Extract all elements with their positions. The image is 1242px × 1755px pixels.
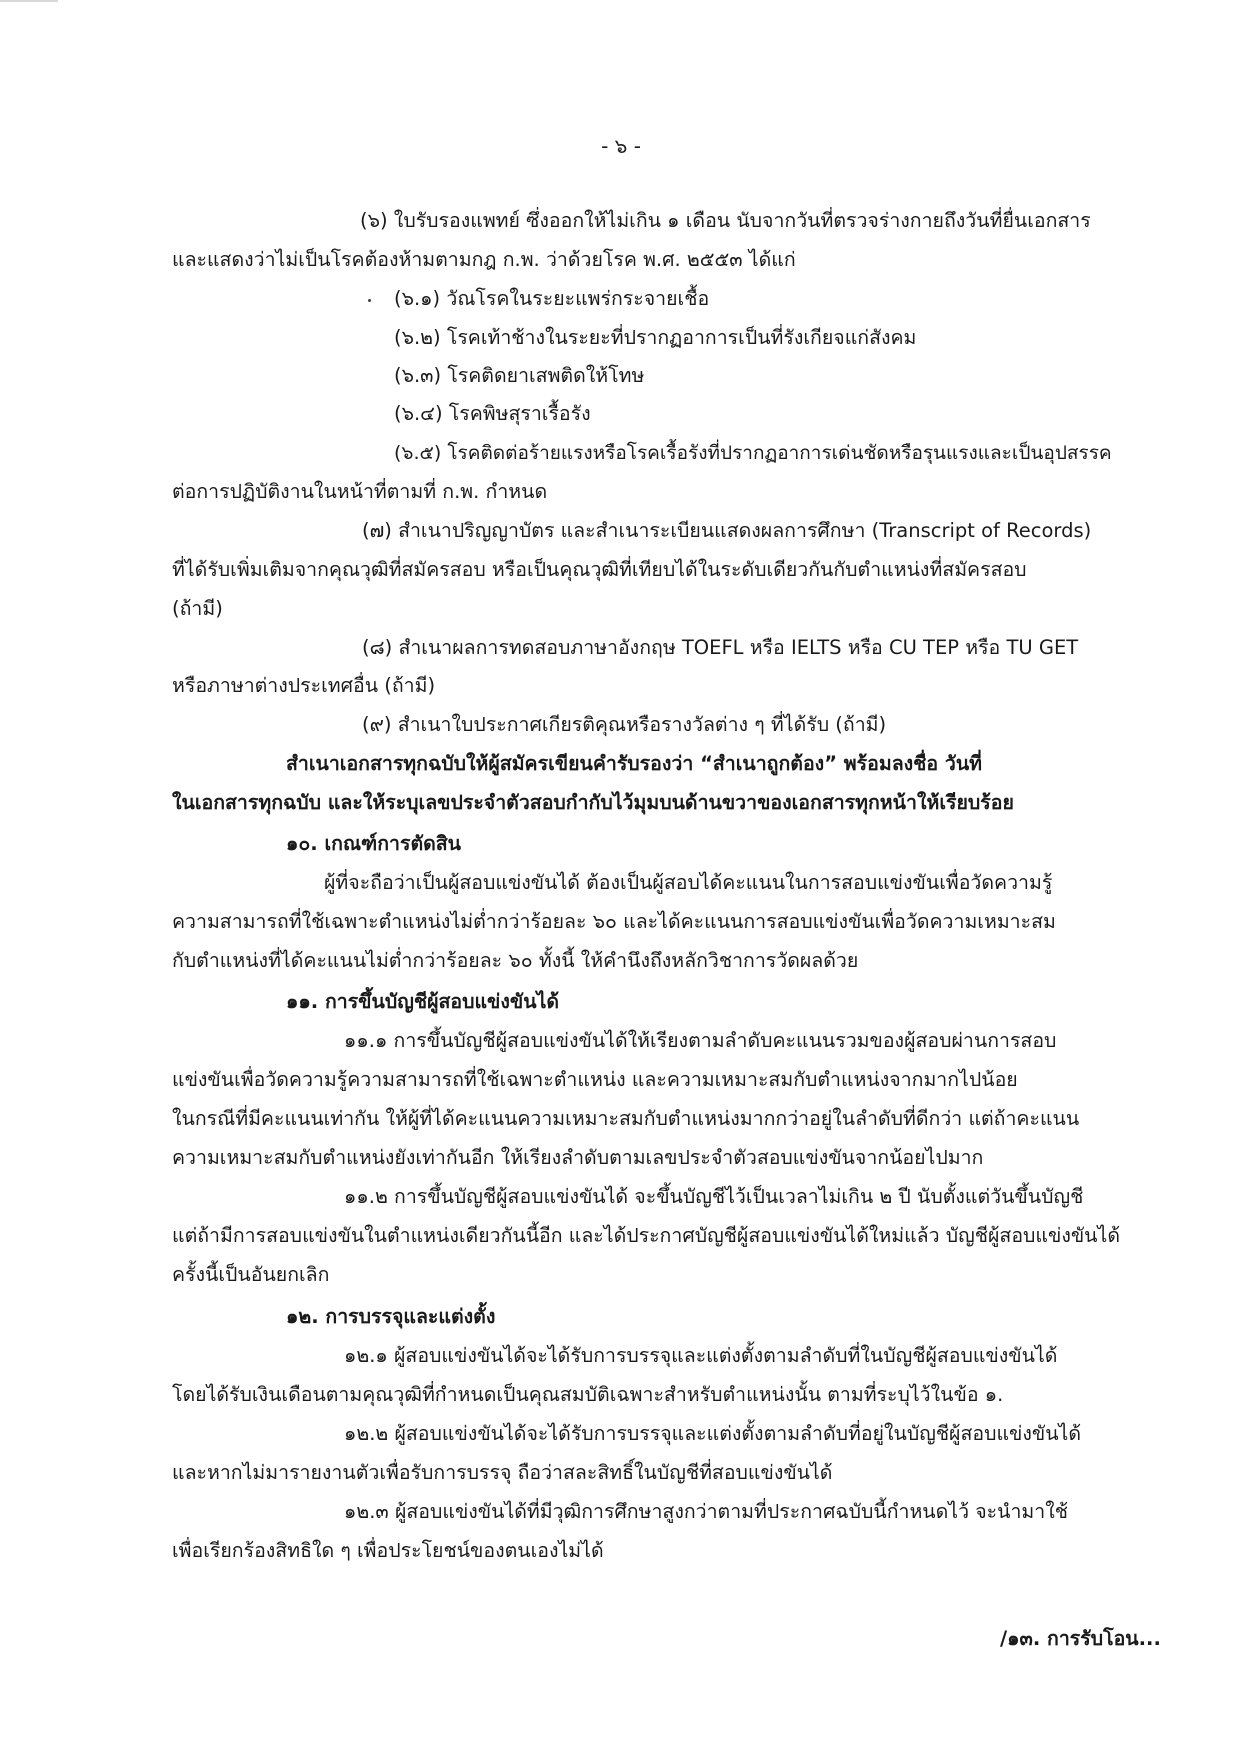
section-12-1-line-2: โดยได้รับเงินเดือนตามคุณวุฒิที่กำหนดเป็นคุณสมบัติเฉพาะสำหรับตำแหน่งนั้น ตามที่ระบุไว้ในข้อ ๑. [172, 1383, 1004, 1406]
section-11-1-line-3: ในกรณีที่มีคะแนนเท่ากัน ให้ผู้ที่ได้คะแนนความเหมาะสมกับตำแหน่งมากกว่าอยู่ในลำดับที่ดีกว่า แต่ถ้าคะแนน [172, 1107, 1080, 1130]
item-6-1: (๖.๑) วัณโรคในระยะแพร่กระจายเชื้อ [394, 287, 710, 310]
item-6-4: (๖.๔) โรคพิษสุราเรื้อรัง [394, 402, 591, 425]
item-6-2: (๖.๒) โรคเท้าช้างในระยะที่ปรากฏอาการเป็นที่รังเกียจแก่สังคม [394, 326, 917, 349]
section-11-2-line-1: ๑๑.๒ การขึ้นบัญชีผู้สอบแข่งขันได้ จะขึ้นบัญชีไว้เป็นเวลาไม่เกิน ๒ ปี นับตั้งแต่วันขึ้นบัญชี [344, 1185, 1084, 1208]
section-10-line-1: ผู้ที่จะถือว่าเป็นผู้สอบแข่งขันได้ ต้องเป็นผู้สอบได้คะแนนในการสอบแข่งขันเพื่อวัดความรู้ [324, 871, 1053, 894]
item-7-line-1: (๗) สำเนาปริญญาบัตร และสำเนาระเบียนแสดงผลการศึกษา (Transcript of Records) [362, 519, 1092, 542]
section-12-2-line-2: และหากไม่มารายงานตัวเพื่อรับการบรรจุ ถือว่าสละสิทธิ์ในบัญชีที่สอบแข่งขันได้ [172, 1461, 833, 1484]
certification-note-line-2: ในเอกสารทุกฉบับ และให้ระบุเลขประจำตัวสอบกำกับไว้มุมบนด้านขวาของเอกสารทุกหน้าให้เรียบร้อย [172, 791, 1014, 814]
section-12-heading: ๑๒. การบรรจุและแต่งตั้ง [286, 1305, 496, 1328]
page-number: - ๖ - [601, 134, 641, 158]
item-6-3: (๖.๓) โรคติดยาเสพติดให้โทษ [394, 364, 645, 387]
section-11-2-line-3: ครั้งนี้เป็นอันยกเลิก [172, 1263, 330, 1286]
item-6-line-2: และแสดงว่าไม่เป็นโรคต้องห้ามตามกฎ ก.พ. ว่าด้วยโรค พ.ศ. ๒๕๕๓ ได้แก่ [172, 248, 796, 271]
item-8-line-1: (๘) สำเนาผลการทดสอบภาษาอังกฤษ TOEFL หรือ IELTS หรือ CU TEP หรือ TU GET [362, 636, 1079, 659]
item-8-line-2: หรือภาษาต่างประเทศอื่น (ถ้ามี) [172, 674, 436, 697]
item-6-line-1: (๖) ใบรับรองแพทย์ ซึ่งออกให้ไม่เกิน ๑ เดือน นับจากวันที่ตรวจร่างกายถึงวันที่ยื่นเอกสาร [360, 209, 1091, 232]
item-9: (๙) สำเนาใบประกาศเกียรติคุณหรือรางวัลต่าง ๆ ที่ได้รับ (ถ้ามี) [362, 713, 887, 736]
section-11-1-line-4: ความเหมาะสมกับตำแหน่งยังเท่ากันอีก ให้เรียงลำดับตามเลขประจำตัวสอบแข่งขันจากน้อยไปมาก [172, 1146, 984, 1169]
section-12-2-line-1: ๑๒.๒ ผู้สอบแข่งขันได้จะได้รับการบรรจุและแต่งตั้งตามลำดับที่อยู่ในบัญชีผู้สอบแข่งขันได้ [344, 1422, 1082, 1445]
section-11-heading: ๑๑. การขึ้นบัญชีผู้สอบแข่งขันได้ [286, 990, 560, 1013]
stray-dot [368, 299, 371, 302]
section-12-1-line-1: ๑๒.๑ ผู้สอบแข่งขันได้จะได้รับการบรรจุและแต่งตั้งตามลำดับที่ในบัญชีผู้สอบแข่งขันได้ [344, 1344, 1058, 1367]
section-10-heading: ๑๐. เกณฑ์การตัดสิน [286, 832, 462, 855]
section-11-1-line-1: ๑๑.๑ การขึ้นบัญชีผู้สอบแข่งขันได้ให้เรียงตามลำดับคะแนนรวมของผู้สอบผ่านการสอบ [344, 1029, 1057, 1052]
scan-edge-mark [0, 0, 58, 2]
section-11-1-line-2: แข่งขันเพื่อวัดความรู้ความสามารถที่ใช้เฉพาะตำแหน่ง และความเหมาะสมกับตำแหน่งจากมากไปน้อย [172, 1068, 1018, 1091]
certification-note-line-1: สำเนาเอกสารทุกฉบับให้ผู้สมัครเขียนคำรับรองว่า “สำเนาถูกต้อง” พร้อมลงชื่อ วันที่ [286, 752, 983, 775]
section-12-3-line-1: ๑๒.๓ ผู้สอบแข่งขันได้ที่มีวุฒิการศึกษาสูงกว่าตามที่ประกาศฉบับนี้กำหนดไว้ จะนำมาใช้ [344, 1500, 1068, 1523]
continuation-footer: /๑๓. การรับโอน... [1000, 1627, 1161, 1650]
item-7-line-2: ที่ได้รับเพิ่มเติมจากคุณวุฒิที่สมัครสอบ หรือเป็นคุณวุฒิที่เทียบได้ในระดับเดียวกันกับตำแหน่งที่สมัครสอบ [172, 558, 1027, 581]
item-7-line-3: (ถ้ามี) [172, 597, 223, 620]
section-12-3-line-2: เพื่อเรียกร้องสิทธิใด ๆ เพื่อประโยชน์ของตนเองไม่ได้ [172, 1539, 604, 1562]
section-10-line-2: ความสามารถที่ใช้เฉพาะตำแหน่งไม่ต่ำกว่าร้อยละ ๖๐ และได้คะแนนการสอบแข่งขันเพื่อวัดความเหมาะสม [172, 910, 1056, 933]
section-10-line-3: กับตำแหน่งที่ได้คะแนนไม่ต่ำกว่าร้อยละ ๖๐ ทั้งนี้ ให้คำนึงถึงหลักวิชาการวัดผลด้วย [172, 949, 859, 972]
item-6-5-line-1: (๖.๕) โรคติดต่อร้ายแรงหรือโรคเรื้อรังที่ปรากฏอาการเด่นชัดหรือรุนแรงและเป็นอุปสรรค [394, 442, 1112, 464]
section-11-2-line-2: แต่ถ้ามีการสอบแข่งขันในตำแหน่งเดียวกันนี้อีก และได้ประกาศบัญชีผู้สอบแข่งขันได้ใหม่แล้ว บัญชีผู้สอบแข่งขันได้ [172, 1224, 1120, 1247]
item-6-5-line-2: ต่อการปฏิบัติงานในหน้าที่ตามที่ ก.พ. กำหนด [172, 480, 548, 503]
